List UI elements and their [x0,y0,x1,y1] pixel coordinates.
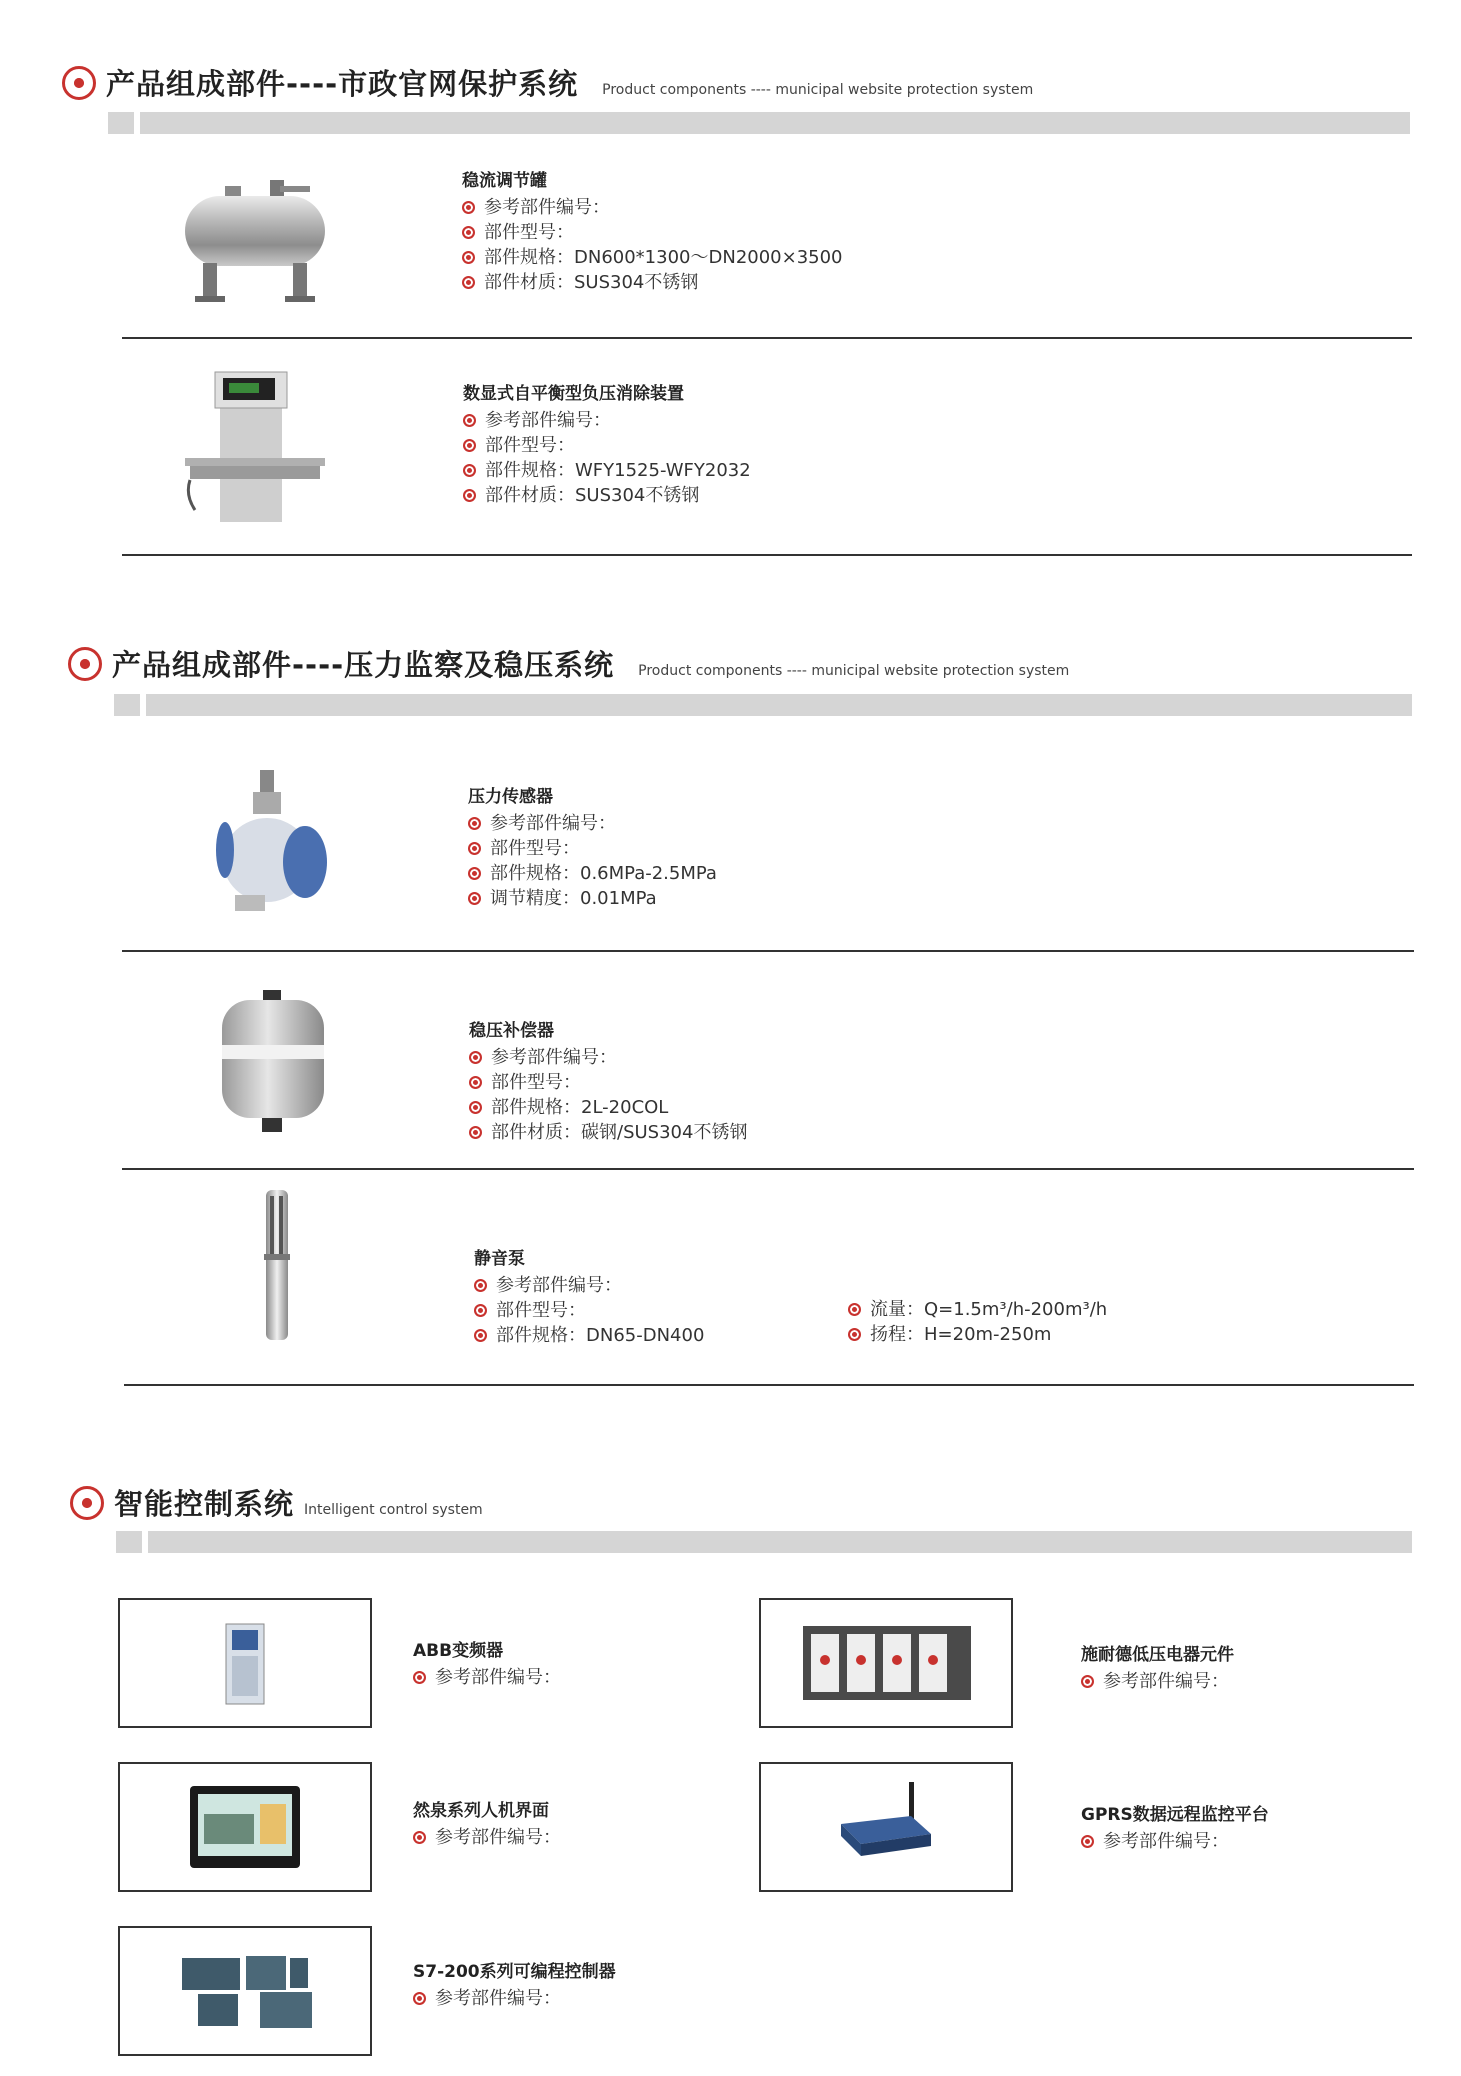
spec-line: 部件型号： [468,836,717,861]
item-abb-drive [413,1636,561,1690]
bullet-icon [468,892,481,905]
section-2-subtitle: Product components ---- municipal website protection system [638,663,1070,679]
item-pressure-sensor [468,782,717,911]
spec-line: 参考部件编号： [474,1273,704,1298]
spec-line: 部件规格：DN600*1300～DN2000×3500 [462,245,843,270]
item-title: 数显式自平衡型负压消除装置 [463,384,684,404]
section-3-title: 智能控制系统 [114,1487,295,1521]
item-pressure-compensator [469,1016,747,1145]
bullet-icon [463,414,476,427]
spec-line: 部件规格：2L-20COL [469,1095,747,1120]
item-silent-pump-extra [848,1297,1107,1347]
bullet-icon [1081,1835,1094,1848]
hmi-image [120,1764,370,1890]
section-2-header [68,643,1069,684]
gprs-image-box [759,1762,1013,1892]
bullet-icon [468,817,481,830]
bullet-icon [462,226,475,239]
item-title: ABB变频器 [413,1641,504,1661]
spec-line: 部件规格：WFY1525-WFY2032 [463,458,751,483]
bullet-icon [413,1671,426,1684]
schneider-components-image-box [759,1598,1013,1728]
bullet-icon [413,1831,426,1844]
spec-line: 部件规格：0.6MPa-2.5MPa [468,861,717,886]
item-title: S7-200系列可编程控制器 [413,1962,616,1982]
bullet-icon [848,1328,861,1341]
spec-line: 参考部件编号： [463,408,751,433]
divider [122,337,1412,339]
item-title: 稳压补偿器 [469,1021,554,1041]
section-3-subtitle: Intelligent control system [304,1502,483,1518]
item-schneider-components [1081,1640,1234,1694]
pressure-sensor-image [215,770,330,915]
item-plc [413,1957,616,2011]
bullet-icon [474,1304,487,1317]
item-stabilizer-tank [462,166,843,295]
bullet-icon [468,867,481,880]
bullet-icon [474,1329,487,1342]
item-title: GPRS数据远程监控平台 [1081,1805,1269,1825]
item-title: 然泉系列人机界面 [413,1801,549,1821]
spec-line: 部件型号： [469,1070,747,1095]
negative-pressure-device-image [185,370,325,522]
spec-line: 参考部件编号： [462,195,843,220]
item-negative-pressure-device [463,379,751,508]
bullet-icon [474,1279,487,1292]
bullet-icon [1081,1675,1094,1688]
target-icon [68,647,102,681]
bullet-icon [413,1992,426,2005]
silent-pump-image [258,1190,298,1345]
bullet-icon [463,439,476,452]
spec-line: 部件材质：SUS304不锈钢 [463,483,751,508]
section-3-bar [116,1531,1412,1553]
spec-line: 调节精度：0.01MPa [468,886,717,911]
bullet-icon [848,1303,861,1316]
bullet-icon [462,201,475,214]
abb-drive-image-box [118,1598,372,1728]
spec-line: 部件型号： [463,433,751,458]
item-title: 静音泵 [474,1249,525,1269]
divider [122,950,1414,952]
bullet-icon [469,1051,482,1064]
bullet-icon [469,1101,482,1114]
spec-line: 部件型号： [474,1298,704,1323]
bullet-icon [462,276,475,289]
divider [124,1384,1414,1386]
plc-image [120,1928,370,2054]
section-1-header [62,62,1033,103]
section-1-title: 产品组成部件----市政官网保护系统 [106,67,579,101]
divider [122,1168,1414,1170]
bullet-icon [469,1076,482,1089]
divider [122,554,1412,556]
item-silent-pump [474,1244,704,1348]
section-3-header [70,1482,483,1523]
gprs-router-image [761,1764,1011,1890]
spec-line: 部件型号： [462,220,843,245]
plc-image-box [118,1926,372,2056]
bullet-icon [463,464,476,477]
pressure-compensator-image [218,990,328,1135]
schneider-components-image [761,1600,1011,1726]
spec-line: 参考部件编号： [413,1986,616,2011]
stabilizer-tank-image [165,178,340,308]
spec-line: 参考部件编号： [413,1825,561,1850]
spec-line: 扬程：H=20m-250m [848,1322,1107,1347]
bullet-icon [463,489,476,502]
item-title: 施耐德低压电器元件 [1081,1645,1234,1665]
abb-drive-image [120,1600,370,1726]
spec-line: 部件规格：DN65-DN400 [474,1323,704,1348]
bullet-icon [468,842,481,855]
spec-line: 参考部件编号： [1081,1669,1234,1694]
target-icon [62,66,96,100]
bullet-icon [462,251,475,264]
section-1-bar [108,112,1410,134]
spec-line: 参考部件编号： [413,1665,561,1690]
spec-line: 参考部件编号： [468,811,717,836]
item-title: 稳流调节罐 [462,171,547,191]
spec-line: 参考部件编号： [1081,1829,1269,1854]
section-2-bar [114,694,1412,716]
spec-line: 参考部件编号： [469,1045,747,1070]
spec-line: 部件材质：SUS304不锈钢 [462,270,843,295]
section-1-subtitle: Product components ---- municipal website protection system [602,82,1034,98]
target-icon [70,1486,104,1520]
spec-line: 流量：Q=1.5m³/h-200m³/h [848,1297,1107,1322]
spec-line: 部件材质：碳钢/SUS304不锈钢 [469,1120,747,1145]
section-2-title: 产品组成部件----压力监察及稳压系统 [112,648,615,682]
item-title: 压力传感器 [468,787,553,807]
item-gprs-platform [1081,1800,1269,1854]
item-hmi [413,1796,561,1850]
bullet-icon [469,1126,482,1139]
hmi-image-box [118,1762,372,1892]
